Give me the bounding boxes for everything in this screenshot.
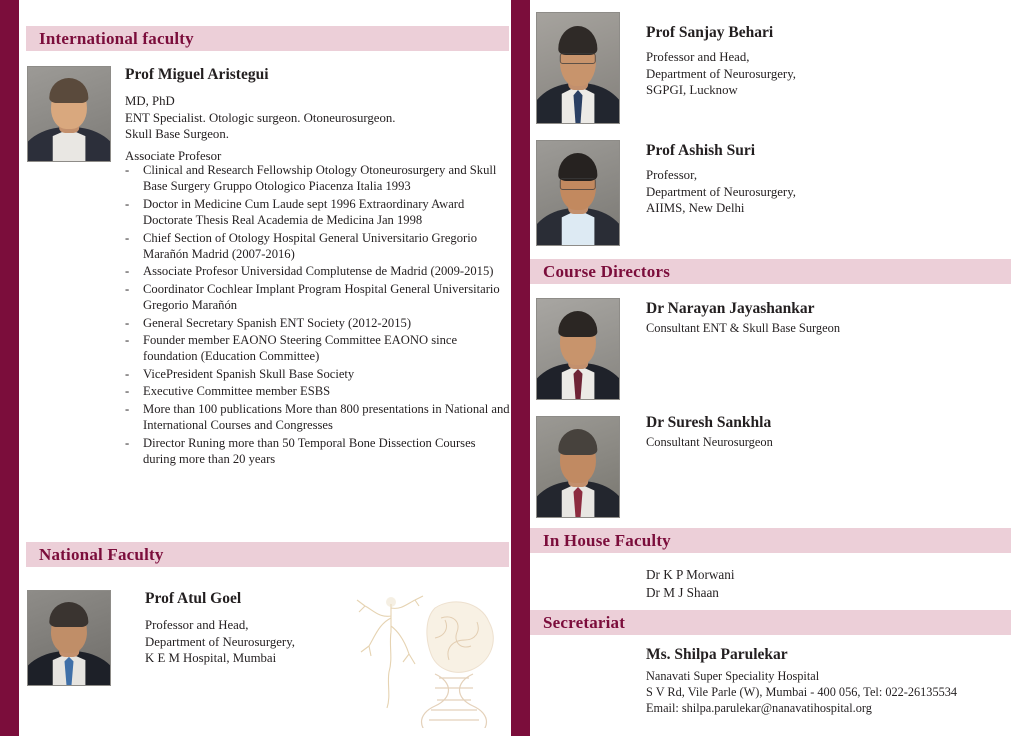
miguel-line-2: ENT Specialist. Otologic surgeon. Otoneurosurgeon. bbox=[125, 110, 396, 125]
name-narayan-jayashankar: Dr Narayan Jayashankar bbox=[646, 300, 815, 317]
miguel-line-3: Skull Base Surgeon. bbox=[125, 127, 229, 141]
miguel-achievements-list bbox=[123, 162, 511, 468]
list-item-text: Coordinator Cochlear Implant Program Hospital General Universitario Gregorio Marañón bbox=[143, 281, 500, 313]
atul-line-2: Department of Neurosurgery, bbox=[145, 634, 295, 649]
banner-course-directors: Course Directors bbox=[530, 259, 1011, 284]
list-item bbox=[123, 401, 511, 434]
list-item-text: Founder member EAONO Steering Committee EAONO since foundation (Education Committee) bbox=[143, 333, 458, 364]
left-column bbox=[19, 0, 511, 736]
dash-bullet-icon: - bbox=[125, 281, 130, 296]
name-suresh-sankhla: Dr Suresh Sankhla bbox=[646, 414, 772, 431]
atul-line-1: Professor and Head, bbox=[145, 618, 249, 632]
behari-line-2: Department of Neurosurgery, bbox=[646, 66, 796, 81]
left-maroon-bar bbox=[0, 0, 19, 736]
suri-line-1: Professor, bbox=[646, 168, 698, 182]
banner-secretariat: Secretariat bbox=[530, 610, 1011, 635]
suri-line-3: AIIMS, New Delhi bbox=[646, 201, 745, 215]
photo-ashish-suri bbox=[536, 140, 620, 246]
photo-suresh-sankhla bbox=[536, 416, 620, 518]
list-item bbox=[123, 281, 511, 314]
dash-bullet-icon: - bbox=[125, 315, 130, 330]
brain-dna-artwork bbox=[349, 588, 509, 728]
banner-in-house-faculty: In House Faculty bbox=[530, 528, 1011, 553]
banner-international-faculty: International faculty bbox=[26, 26, 509, 51]
dash-bullet-icon: - bbox=[125, 264, 130, 279]
list-item-text: More than 100 publications More than 800 presentations in National and International Courses and Congresses bbox=[143, 401, 510, 433]
miguel-line-1: MD, PhD bbox=[125, 94, 175, 108]
details-narayan-jayashankar bbox=[646, 300, 986, 336]
list-item bbox=[123, 332, 511, 365]
photo-miguel-aristegui bbox=[27, 66, 111, 162]
list-item bbox=[123, 435, 511, 468]
in-house-name-1: Dr K P Morwani bbox=[646, 567, 735, 582]
secretariat-contact-name: Ms. Shilpa Parulekar bbox=[646, 646, 788, 663]
dash-bullet-icon: - bbox=[125, 230, 130, 245]
list-item bbox=[123, 162, 511, 195]
photo-narayan-jayashankar bbox=[536, 298, 620, 400]
name-miguel-aristegui: Prof Miguel Aristegui bbox=[125, 66, 269, 83]
secretariat-details bbox=[646, 646, 1006, 716]
list-item bbox=[123, 383, 511, 399]
list-item bbox=[123, 196, 511, 229]
photo-sanjay-behari bbox=[536, 12, 620, 124]
details-sanjay-behari bbox=[646, 24, 976, 99]
list-item-text: Chief Section of Otology Hospital General Universitario Gregorio Marañón Madrid (2007-2016) bbox=[143, 230, 478, 262]
dash-bullet-icon: - bbox=[125, 366, 130, 381]
list-item-text: Executive Committee member ESBS bbox=[143, 384, 331, 399]
photo-atul-goel bbox=[27, 590, 111, 686]
jayashankar-designation: Consultant ENT & Skull Base Surgeon bbox=[646, 321, 841, 335]
in-house-name-2: Dr M J Shaan bbox=[646, 585, 719, 600]
list-item-text: Clinical and Research Fellowship Otology Otoneurosurgery and Skull Base Surgery Gruppo Otologico Piacenza Italia 1993 bbox=[143, 163, 497, 194]
secretariat-line-1: Nanavati Super Speciality Hospital bbox=[646, 669, 820, 683]
list-item-text: Doctor in Medicine Cum Laude sept 1996 Extraordinary Award Doctorate Thesis Real Academia de Medicina Jan 1998 bbox=[143, 196, 465, 228]
name-atul-goel: Prof Atul Goel bbox=[145, 590, 242, 607]
list-item-text: Associate Profesor Universidad Complutense de Madrid (2009-2015) bbox=[143, 264, 494, 279]
dash-bullet-icon: - bbox=[125, 163, 130, 177]
miguel-role: Associate Profesor bbox=[125, 148, 222, 163]
sankhla-designation: Consultant Neurosurgeon bbox=[646, 435, 773, 449]
details-ashish-suri bbox=[646, 142, 976, 217]
dash-bullet-icon: - bbox=[125, 196, 130, 211]
center-maroon-bar bbox=[511, 0, 530, 736]
in-house-faculty-list bbox=[646, 566, 986, 602]
dash-bullet-icon: - bbox=[125, 333, 130, 348]
name-sanjay-behari: Prof Sanjay Behari bbox=[646, 24, 774, 41]
list-item bbox=[123, 263, 511, 279]
list-item-text: Director Runing more than 50 Temporal Bone Dissection Courses during more than 20 years bbox=[143, 435, 476, 466]
dash-bullet-icon: - bbox=[125, 435, 130, 450]
behari-line-1: Professor and Head, bbox=[646, 50, 750, 64]
right-column bbox=[530, 0, 1024, 736]
list-item bbox=[123, 315, 511, 331]
banner-national-faculty: National Faculty bbox=[26, 542, 509, 567]
details-miguel-aristegui bbox=[125, 66, 505, 164]
suri-line-2: Department of Neurosurgery, bbox=[646, 184, 796, 199]
details-suresh-sankhla bbox=[646, 414, 986, 450]
secretariat-email: Email: shilpa.parulekar@nanavatihospital.org bbox=[646, 701, 872, 715]
list-item bbox=[123, 230, 511, 263]
list-item bbox=[123, 366, 511, 382]
list-item-text: VicePresident Spanish Skull Base Society bbox=[143, 366, 355, 381]
name-ashish-suri: Prof Ashish Suri bbox=[646, 142, 756, 159]
dash-bullet-icon: - bbox=[125, 401, 130, 416]
dash-bullet-icon: - bbox=[125, 384, 130, 399]
secretariat-line-2: S V Rd, Vile Parle (W), Mumbai - 400 056, Tel: 022-26135534 bbox=[646, 685, 958, 699]
behari-line-3: SGPGI, Lucknow bbox=[646, 83, 738, 97]
atul-line-3: K E M Hospital, Mumbai bbox=[145, 651, 277, 665]
list-item-text: General Secretary Spanish ENT Society (2012-2015) bbox=[143, 315, 412, 330]
